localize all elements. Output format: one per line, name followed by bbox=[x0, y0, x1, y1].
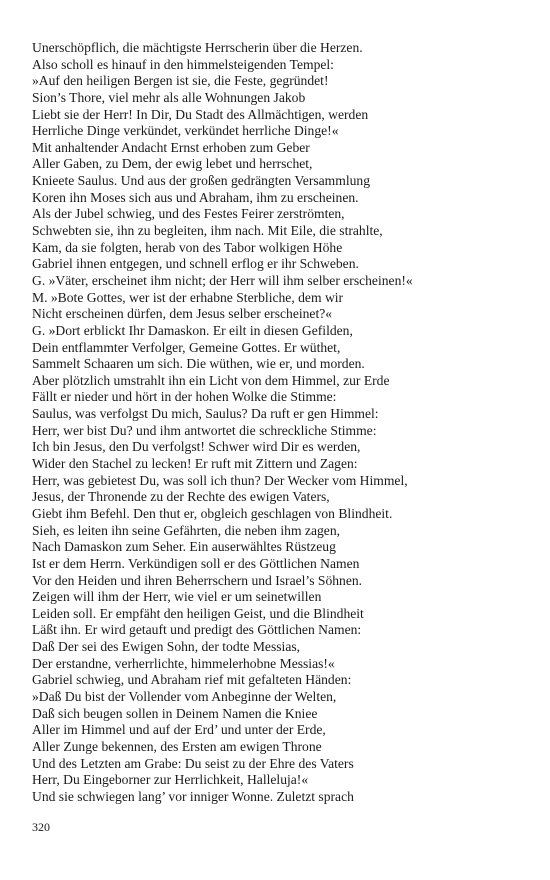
text-line: Dein entflammter Verfolger, Gemeine Gottes. Er wüthet, bbox=[32, 339, 341, 355]
text-line: Der erstandne, verherrlichte, himmelerhobne Messias!« bbox=[32, 655, 335, 671]
text-line: Saulus, was verfolgst Du mich, Saulus? Da ruft er gen Himmel: bbox=[32, 406, 379, 422]
page-text bbox=[32, 40, 532, 805]
text-line: Giebt ihm Befehl. Den thut er, obgleich geschlagen von Blindheit. bbox=[32, 505, 393, 521]
page-number: 320 bbox=[32, 820, 50, 834]
text-line: Aller Zunge bekennen, des Ersten am ewigen Throne bbox=[32, 738, 322, 754]
text-line: Also scholl es hinauf in den himmelsteigenden Tempel: bbox=[32, 56, 334, 72]
text-line: Vor den Heiden und ihren Beherrschern und Israel’s Söhnen. bbox=[32, 572, 363, 588]
text-line: M. »Bote Gottes, wer ist der erhabne Sterbliche, dem wir bbox=[32, 289, 344, 305]
text-line: Aber plötzlich umstrahlt ihn ein Licht von dem Himmel, zur Erde bbox=[32, 372, 390, 388]
text-line: Jesus, der Thronende zu der Rechte des ewigen Vaters, bbox=[32, 489, 330, 505]
text-line: Herr, wer bist Du? und ihm antwortet die schreckliche Stimme: bbox=[32, 422, 377, 438]
text-line: G. »Dort erblickt Ihr Damaskon. Er eilt in diesen Gefilden, bbox=[32, 322, 353, 338]
text-line: Wider den Stachel zu lecken! Er ruft mit Zittern und Zagen: bbox=[32, 456, 358, 472]
text-line: Zeigen will ihm der Herr, wie viel er um seinetwillen bbox=[32, 589, 322, 605]
text-line: Sion’s Thore, viel mehr als alle Wohnungen Jakob bbox=[32, 89, 306, 105]
text-line: Ist er dem Herrn. Verkündigen soll er des Göttlichen Namen bbox=[32, 555, 360, 571]
text-line: Leiden soll. Er empfäht den heiligen Geist, und die Blindheit bbox=[32, 605, 364, 621]
text-line: »Auf den heiligen Bergen ist sie, die Feste, gegründet! bbox=[32, 73, 329, 89]
text-line: Läßt ihn. Er wird getauft und predigt des Göttlichen Namen: bbox=[32, 622, 362, 638]
text-line: Daß Der sei des Ewigen Sohn, der todte Messias, bbox=[32, 639, 301, 655]
text-line: Schwebten sie, ihn zu begleiten, ihm nach. Mit Eile, die strahlte, bbox=[32, 223, 383, 239]
text-line: Fällt er nieder und hört in der hohen Wolke die Stimme: bbox=[32, 389, 337, 405]
text-line: Liebt sie der Herr! In Dir, Du Stadt des Allmächtigen, werden bbox=[32, 106, 369, 122]
text-line: Als der Jubel schwieg, und des Festes Feirer zerströmten, bbox=[32, 206, 345, 222]
text-line: Sammelt Schaaren um sich. Die wüthen, wie er, und morden. bbox=[32, 356, 365, 372]
text-line: Koren ihn Moses sich aus und Abraham, ihm zu erscheinen. bbox=[32, 189, 359, 205]
text-line: Herr, Du Eingeborner zur Herrlichkeit, Halleluja!« bbox=[32, 772, 309, 788]
text-line: Nicht erscheinen dürfen, dem Jesus selber erscheinet?« bbox=[32, 306, 333, 322]
text-line: Unerschöpflich, die mächtigste Herrscherin über die Herzen. bbox=[32, 40, 363, 55]
text-line: Gabriel schwieg, und Abraham rief mit gefalteten Händen: bbox=[32, 672, 352, 688]
text-line: Und sie schwiegen lang’ vor inniger Wonne. Zuletzt sprach bbox=[32, 788, 354, 804]
text-line: Aller im Himmel und auf der Erd’ und unter der Erde, bbox=[32, 722, 326, 738]
text-line: Kam, da sie folgten, herab von des Tabor wolkigen Höhe bbox=[32, 239, 343, 255]
text-line: Daß sich beugen sollen in Deinem Namen die Kniee bbox=[32, 705, 318, 721]
text-line: Aller Gaben, zu Dem, der ewig lebet und herrschet, bbox=[32, 156, 313, 172]
text-line: Mit anhaltender Andacht Ernst erhoben zum Geber bbox=[32, 139, 310, 155]
text-line: Und des Letzten am Grabe: Du seist zu der Ehre des Vaters bbox=[32, 755, 354, 771]
text-line: Gabriel ihnen entgegen, und schnell erflog er ihr Schweben. bbox=[32, 256, 359, 272]
text-line: »Daß Du bist der Vollender vom Anbeginne der Welten, bbox=[32, 688, 337, 704]
text-line: Sieh, es leiten ihn seine Gefährten, die neben ihm zagen, bbox=[32, 522, 341, 538]
text-line: Herrliche Dinge verkündet, verkündet herrliche Dinge!« bbox=[32, 123, 339, 139]
text-line: Ich bin Jesus, den Du verfolgst! Schwer wird Dir es werden, bbox=[32, 439, 361, 455]
text-line: G. »Väter, erscheinet ihm nicht; der Herr will ihm selber erscheinen!« bbox=[32, 272, 413, 288]
text-line: Nach Damaskon zum Seher. Ein auserwähltes Rüstzeug bbox=[32, 539, 336, 555]
text-line: Herr, was gebietest Du, was soll ich thun? Der Wecker vom Himmel, bbox=[32, 472, 408, 488]
text-line: Knieete Saulus. Und aus der großen gedrängten Versammlung bbox=[32, 173, 370, 189]
